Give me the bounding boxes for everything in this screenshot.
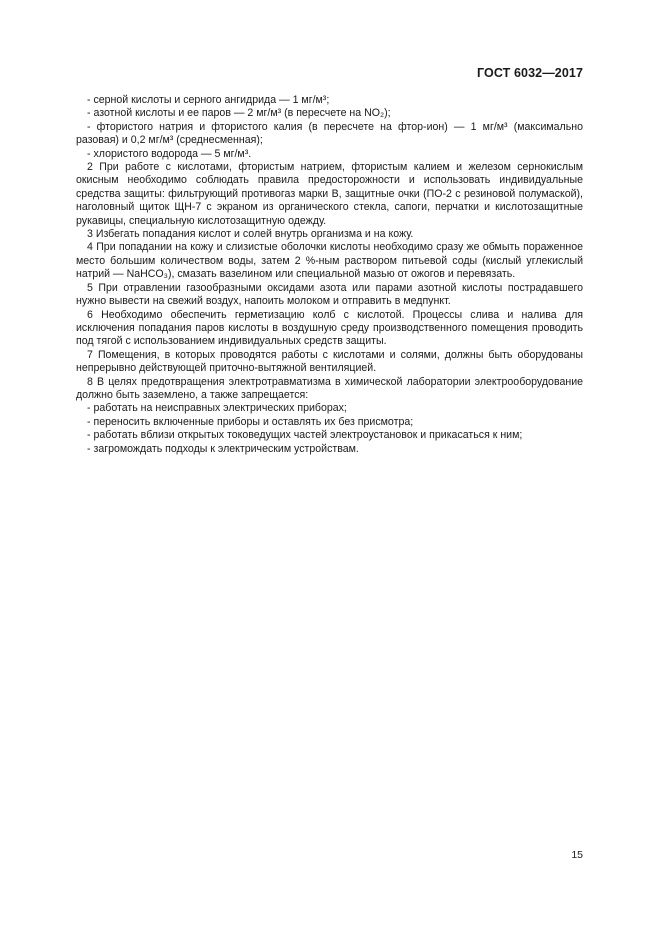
- paragraph: [76, 121, 583, 148]
- paragraph-text: - серной кислоты и серного ангидрида — 1 мг/м³;: [87, 94, 330, 106]
- paragraph-text: 2 При работе с кислотами, фтористым натрием, фтористым калием и железом сернокислым окисным необходимо соблюдать правила предосторожности и использовать индивидуальные средства защиты: фильтрующий противогаз марки В, защитные очки (ПО-2 с резиновой полумаской), наголовный щиток ЩН-7 с экраном из органического стекла, сапоги, перчатки и кислотозащитные рукавицы, специальную кислотозащитную одежду.: [76, 161, 583, 227]
- paragraph-text: - переносить включенные приборы и оставлять их без присмотра;: [87, 415, 414, 428]
- paragraph-text: 5 При отравлении газообразными оксидами азота или парами азотной кислоты пострадавшего нужно вывести на свежий воздух, напоить молоком и отправить в медпункт.: [76, 281, 583, 308]
- paragraph-text: - фтористого натрия и фтористого калия (в пересчете на фтор-ион) — 1 мг/м³ (максимально разовая) и 0,2 мг/м³ (среднесменная);: [76, 120, 583, 147]
- paragraph: [76, 309, 583, 349]
- paragraph: [76, 241, 583, 281]
- paragraph: [76, 282, 583, 309]
- paragraph: [76, 402, 583, 415]
- paragraph: [76, 349, 583, 376]
- paragraph: [76, 416, 583, 429]
- paragraph-text: - загромождать подходы к электрическим устройствам.: [87, 442, 359, 455]
- page-number: 15: [571, 849, 583, 861]
- paragraph: [76, 94, 583, 107]
- paragraph: [76, 429, 583, 442]
- document-body: [76, 94, 583, 456]
- document-header-id: ГОСТ 6032—2017: [477, 66, 583, 80]
- paragraph: [76, 148, 583, 161]
- paragraph-text: 8 В целях предотвращения электротравматизма в химической лаборатории электрооборудование должно быть заземлено, а также запрещается:: [76, 375, 583, 401]
- paragraph-text: 6 Необходимо обеспечить герметизацию колб с кислотой. Процессы слива и налива для исключения попадания паров кислоты в воздушную среду производственного помещения проводить под тягой с использованием индивидуальных средств защиты.: [76, 308, 583, 348]
- paragraph-text: - азотной кислоты и ее паров — 2 мг/м³ (в пересчете на NO₂);: [87, 107, 391, 120]
- paragraph-text: 4 При попадании на кожу и слизистые оболочки кислоты необходимо сразу же обмыть пораженное место большим количеством воды, затем 2 %-ным раствором питьевой соды (кислый углекислый натрий — NaHCO₃), смазать вазелином или специальной мазью от ожогов и перевязать.: [76, 241, 583, 281]
- paragraph-text: - работать вблизи открытых токоведущих частей электроустановок и прикасаться к ним;: [87, 429, 523, 442]
- paragraph-text: - хлористого водорода — 5 мг/м³.: [87, 147, 252, 160]
- paragraph-text: - работать на неисправных электрических приборах;: [87, 402, 347, 415]
- paragraph-text: 3 Избегать попадания кислот и солей внутрь организма и на кожу.: [87, 228, 414, 241]
- paragraph: [76, 376, 583, 403]
- paragraph: [76, 107, 583, 120]
- paragraph: [76, 443, 583, 456]
- paragraph: [76, 228, 583, 241]
- paragraph-text: 7 Помещения, в которых проводятся работы с кислотами и солями, должны быть оборудованы непрерывно действующей приточно-вытяжной вентиляцией.: [76, 348, 583, 375]
- paragraph: [76, 161, 583, 228]
